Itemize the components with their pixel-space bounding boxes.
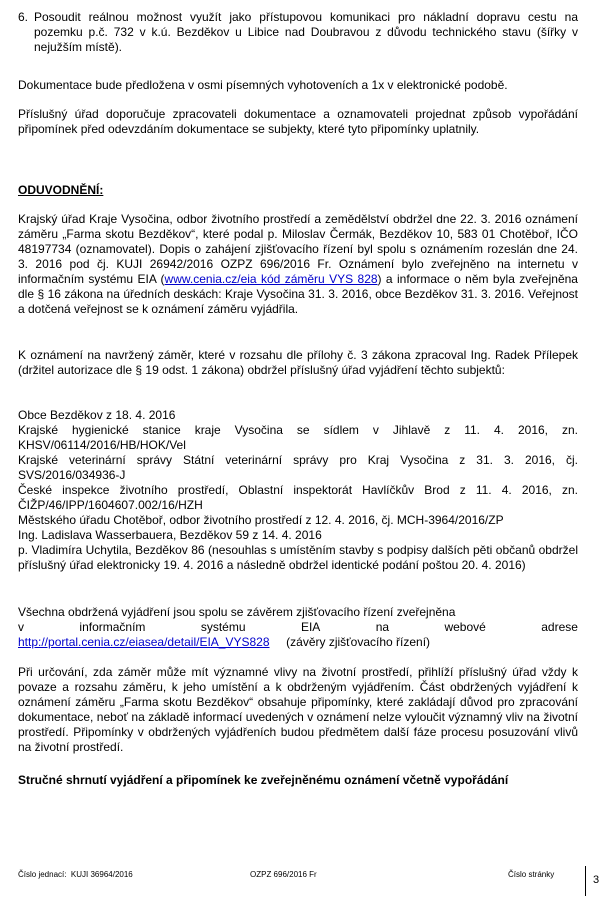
list-item: Krajské hygienické stanice kraje Vysočina se sídlem v Jihlavě z 11. 4. 2016, zn. KHSV/06114/2016/HB/HOK/Vel (18, 423, 578, 452)
paragraph-determining: Při určování, zda záměr může mít významné vlivy na životní prostředí, přihlíží příslušný úřad vždy k povaze a rozsahu záměru, k jeho umístění a k obdrženým vyjádřením. Část obdržených vyjádření k oznámení záměru „Farma skotu Bezděkov“ obsahuje připomínky, které zakládají důvod pro zpracování dokumentace, neboť na základě informací uvedených v oznámení nelze vyloučit významný vliv na životní prostředí. Připomínky v obdržených vyjádřeních budou předmětem další fáze procesu posuzování vlivů na životní prostředí. (18, 665, 578, 754)
paragraph-reasoning (18, 212, 578, 317)
footer-divider (585, 866, 586, 896)
list-item: České inspekce životního prostředí, Oblastní inspektorát Havlíčkův Brod z 11. 4. 2016, zn. ČIŽP/46/IPP/1604607.002/16/HZH (18, 483, 578, 512)
portal-link[interactable]: http://portal.cenia.cz/eiasea/detail/EIA_VYS828 (18, 635, 270, 649)
all-opinions-line-1: Všechna obdržená vyjádření jsou spolu se závěrem zjišťovacího řízení zveřejněna (18, 605, 456, 619)
all-opinions-line-2: v informačním systému EIA na webové adrese (18, 620, 578, 634)
list-item: p. Vladimíra Uchytila, Bezděkov 86 (nesouhlas s umístěním stavby s podpisy dalších pěti občanů obdržel příslušný úřad elektronicky 19. 4. 2016 a následně obdržel identické podání poštou 20. 4. 2016) (18, 543, 578, 572)
item-number: 6. (18, 10, 29, 24)
footer-page-label: Číslo stránky (508, 870, 555, 879)
subjects-list (18, 408, 578, 573)
list-item: Ing. Ladislava Wasserbauera, Bezděkov 59 z 14. 4. 2016 (18, 528, 322, 542)
list-item: Městského úřadu Chotěboř, odbor životního prostředí z 12. 4. 2016, čj. MCH-3964/2016/ZP (18, 513, 504, 527)
list-item: Krajské veterinární správy Státní veterinární správy pro Kraj Vysočina z 31. 3. 2016, čj. SVS/2016/034936-J (18, 453, 578, 482)
condition-item-6 (18, 10, 578, 55)
footer-ref-value: KUJI 36964/2016 (70, 870, 133, 879)
paragraph-all-opinions (18, 605, 578, 650)
paragraph-opinions-intro: K oznámení na navržený záměr, které v rozsahu dle přílohy č. 3 zákona zpracoval Ing. Radek Přílepek (držitel autorizace dle § 19 odst. 1 zákona) obdržel příslušný úřad vyjádření těchto subjektů: (18, 348, 578, 377)
list-item: Obce Bezděkov z 18. 4. 2016 (18, 408, 176, 422)
all-opinions-line-3: http://portal.cenia.cz/eiasea/detail/EIA_VYS828 (závěry zjišťovacího řízení) (18, 635, 431, 649)
paragraph-documentation: Dokumentace bude předložena v osmi písemných vyhotoveních a 1x v elektronické podobě. (18, 78, 508, 92)
footer-ref-label: Číslo jednací: (18, 870, 67, 879)
reasoning-text-start: Krajský úřad Kraje Vysočina, odbor životního prostředí a zemědělství obdržel dne 22. 3. 2016 oznámení záměru „Farma skotu Bezděkov“, které podal p. Miloslav Čermák, Bezděkov 10, 583 01 Chotěboř, IČO 48197734 (oznamovatel). Dopis o zahájení zjišťovacího řízení byl spolu s oznámením rozeslán dne 24. 3. 2016 pod čj. KUJI 26942/2016 OZPZ 696/2016 Fr. Oznámení bylo zveřejněno na internetu v informačním systému EIA ( (18, 212, 578, 286)
summary-heading: Stručné shrnutí vyjádření a připomínek ke zveřejněnému oznámení včetně vypořádání (18, 773, 509, 787)
footer-file-number: OZPZ 696/2016 Fr (250, 870, 317, 879)
paragraph-office-recommends: Příslušný úřad doporučuje zpracovateli dokumentace a oznamovateli projednat způsob vypořádání připomínek před odevzdáním dokumentace se subjekty, které tyto připomínky uplatnily. (18, 107, 578, 136)
section-heading-reasoning: ODUVODNĚNÍ: (18, 183, 104, 197)
eia-link[interactable]: www.cenia.cz/eia kód záměru VYS 828 (164, 272, 378, 286)
item-text: Posoudit reálnou možnost využít jako přístupovou komunikaci pro nákladní dopravu cestu na pozemku p.č. 732 v k.ú. Bezděkov u Libice nad Doubravou z důvodu technického stavu (šířky v nejužším místě). (34, 10, 578, 54)
page-number: 3 (593, 874, 600, 886)
reasoning-text-end: ) a informace o něm byla zveřejněna dle § 16 zákona na úředních deskách: Kraje Vysočina 31. 3. 2016, obce Bezděkov 31. 3. 2016. Veřejnost a dotčená veřejnost se k oznámení záměru vyjádřila. (18, 272, 578, 316)
footer-reference (18, 870, 133, 880)
